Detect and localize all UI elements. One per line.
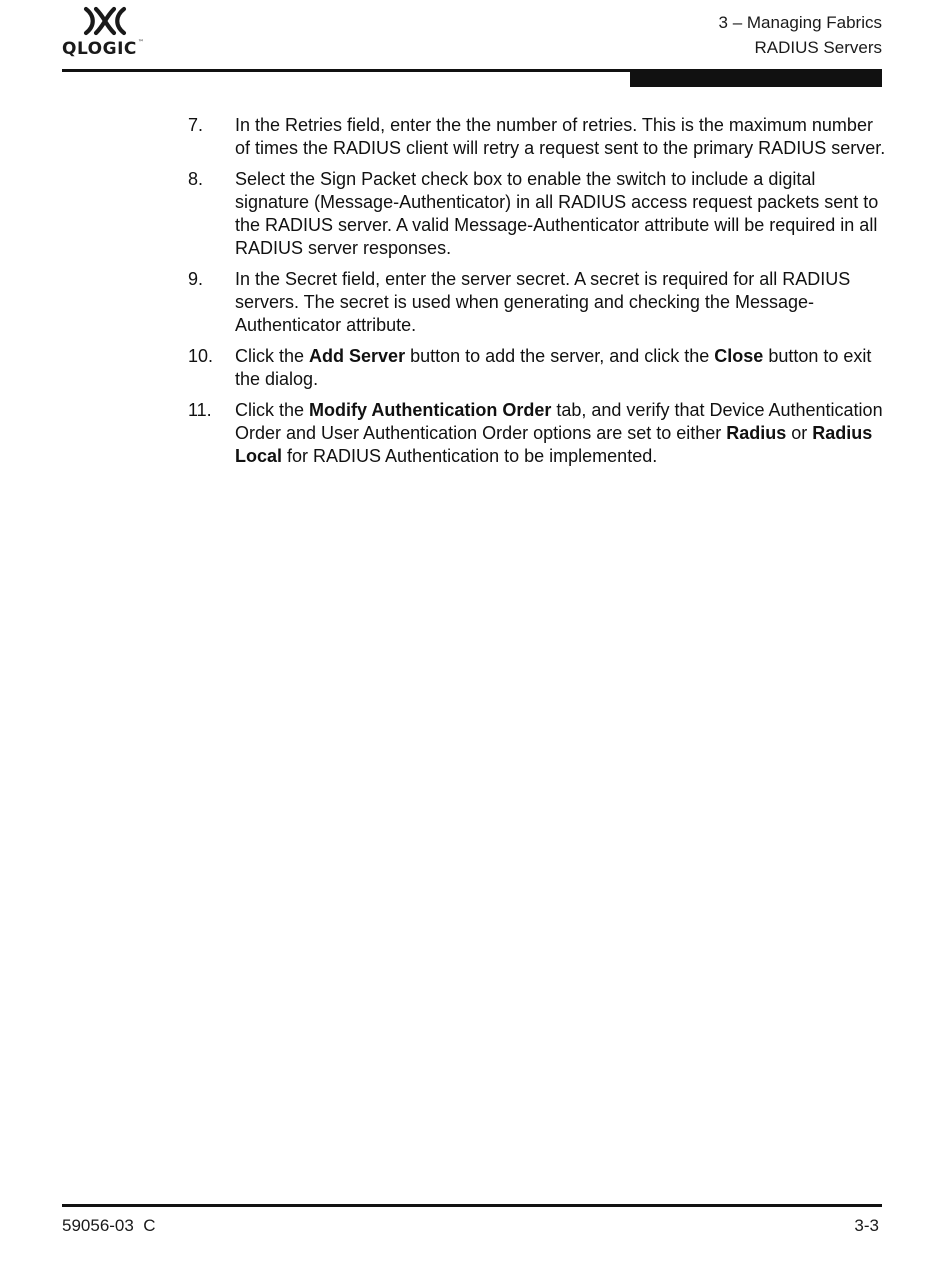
section-title: RADIUS Servers: [754, 38, 882, 57]
running-header: [719, 10, 882, 60]
procedure-steps: [188, 114, 888, 476]
ui-term: Modify Authentication Order: [309, 400, 552, 420]
step-text: [235, 168, 888, 260]
step-text: [235, 345, 888, 391]
step-item: [188, 114, 888, 160]
step-text: [235, 268, 888, 337]
step-number: 9.: [188, 269, 204, 289]
step-number: 10.: [188, 346, 214, 366]
footer-divider: [62, 1204, 882, 1207]
step-text-run: button to exit the dialog.: [235, 346, 872, 389]
step-text-run: In the Secret field, enter the server secret. A secret is required for all RADIUS servers. The secret is used when generating and checking the Message-Authenticator attribute.: [235, 269, 851, 335]
step-text-run: button to add the server, and click the: [405, 346, 715, 366]
ui-term: Radius Local: [235, 423, 873, 466]
step-text-run: Click the: [235, 400, 310, 420]
step-text-run: In the Retries field, enter the the number of retries. This is the maximum number of times the RADIUS client will retry a request sent to the primary RADIUS server.: [235, 115, 886, 158]
step-text: [235, 114, 888, 160]
ui-term: Close: [714, 346, 764, 366]
step-number: 11.: [188, 400, 212, 420]
step-number: 7.: [188, 115, 204, 135]
qlogic-logo: [62, 6, 152, 58]
step-item: [188, 345, 888, 391]
step-item: [188, 268, 888, 337]
step-text-run: Select the Sign Packet check box to enable the switch to include a digital signature (Message-Authenticator) in all RADIUS access request packets sent to the RADIUS server. A valid Message-Authenticator attribute will be required in all RADIUS server responses.: [235, 169, 879, 258]
ui-term: Radius: [726, 423, 787, 443]
step-item: [188, 399, 888, 468]
step-text-run: or: [786, 423, 813, 443]
header-tab-bar: [630, 72, 882, 87]
step-text: [235, 399, 888, 468]
chapter-title: 3 – Managing Fabrics: [718, 13, 882, 32]
qlogic-logo-text: QLOGIC™: [62, 39, 145, 59]
ui-term: Add Server: [309, 346, 406, 366]
qlogic-logo-mark-icon: [83, 6, 127, 36]
step-number: 8.: [188, 169, 204, 189]
step-text-run: tab, and verify that Device Authentication Order and User Authentication Order options are set to either: [235, 400, 883, 443]
document-number: 59056-03 C: [62, 1216, 156, 1235]
step-text-run: for RADIUS Authentication to be implemented.: [282, 446, 658, 466]
page-number: 3-3: [854, 1216, 879, 1235]
step-item: [188, 168, 888, 260]
step-text-run: Click the: [235, 346, 310, 366]
